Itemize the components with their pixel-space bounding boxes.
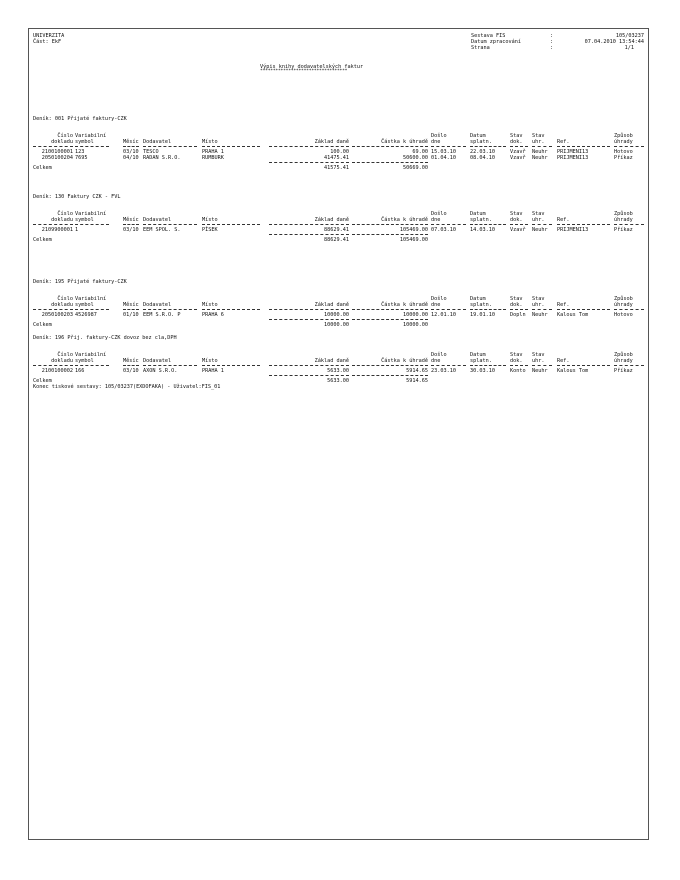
- row-cislo: 2050100204: [41, 155, 73, 161]
- col-header-splatn: Datum: [470, 211, 486, 217]
- col-header-stavdok-2: dok.: [510, 139, 523, 145]
- header-separator: [557, 224, 610, 225]
- colon-2: :: [550, 39, 554, 45]
- header-separator: [143, 365, 197, 366]
- col-header-cislo: Číslo: [57, 133, 73, 139]
- col-header-zaklad: Základ daně: [314, 302, 349, 308]
- col-header-mesic: Měsíc: [123, 302, 139, 308]
- header-separator: [352, 365, 428, 366]
- row-cislo: 2050100203: [41, 312, 73, 318]
- row-dod: EEM SPOL. S.: [143, 227, 181, 233]
- header-separator: [269, 309, 349, 310]
- col-header-stavuhr-2: uhr.: [532, 358, 545, 364]
- col-header-splatn-2: splatn.: [470, 302, 492, 308]
- row-doslo: 01.04.10: [431, 155, 456, 161]
- row-cislo: 2109900001: [41, 227, 73, 233]
- col-header-misto: Místo: [202, 302, 218, 308]
- row-zaklad: 88629.41: [324, 227, 349, 233]
- row-vs: 4526987: [75, 312, 97, 318]
- row-zpusob: Příkaz: [614, 227, 633, 233]
- col-header-zpusob: Způsob: [614, 133, 633, 139]
- col-header-splatn-2: splatn.: [470, 139, 492, 145]
- col-header-varsym: Variabilní: [75, 211, 107, 217]
- header-separator: [431, 365, 466, 366]
- col-header-stavuhr-2: uhr.: [532, 217, 545, 223]
- sum-separator: [352, 319, 428, 320]
- header-separator: [33, 224, 73, 225]
- title-underline: **********************************: [260, 69, 348, 74]
- row-castka: 50600.00: [403, 155, 428, 161]
- row-mesic: 03/10: [123, 368, 139, 374]
- header-separator: [143, 309, 197, 310]
- col-header-doslo-2: dne: [431, 139, 441, 145]
- header-separator: [123, 365, 139, 366]
- header-separator: [143, 224, 197, 225]
- row-dod: TESCO: [143, 149, 159, 155]
- header-separator: [143, 146, 197, 147]
- row-mesic: 03/10: [123, 149, 139, 155]
- header-separator: [269, 146, 349, 147]
- row-mesic: 01/10: [123, 312, 139, 318]
- col-header-zpusob: Způsob: [614, 296, 633, 302]
- col-header-castka: Částka k úhradě: [381, 139, 428, 145]
- col-header-cislo: Číslo: [57, 352, 73, 358]
- header-separator: [614, 224, 644, 225]
- row-splatn: 08.04.10: [470, 155, 495, 161]
- total-label: Celkem: [33, 322, 52, 328]
- col-header-mesic: Měsíc: [123, 139, 139, 145]
- col-header-cislo: Číslo: [57, 296, 73, 302]
- col-header-ref: Ref.: [557, 302, 570, 308]
- col-header-varsym-2: symbol: [75, 302, 94, 308]
- col-header-zpusob-2: úhrady: [614, 217, 633, 223]
- header-separator: [510, 365, 528, 366]
- header-separator: [33, 146, 73, 147]
- sum-separator: [269, 375, 349, 376]
- col-header-varsym: Variabilní: [75, 352, 107, 358]
- header-separator: [75, 224, 109, 225]
- col-header-mesic: Měsíc: [123, 217, 139, 223]
- col-header-varsym-2: symbol: [75, 217, 94, 223]
- total-zaklad: 10000.00: [324, 322, 349, 328]
- col-header-varsym: Variabilní: [75, 133, 107, 139]
- total-zaklad: 88629.41: [324, 237, 349, 243]
- col-header-stavdok-2: dok.: [510, 217, 523, 223]
- row-stavuhr: Neuhr: [532, 368, 548, 374]
- row-splatn: 22.03.10: [470, 149, 495, 155]
- header-separator: [532, 146, 552, 147]
- col-header-zpusob: Způsob: [614, 211, 633, 217]
- row-misto: PRAHA 1: [202, 149, 224, 155]
- col-header-dodavatel: Dodavatel: [143, 217, 172, 223]
- header-separator: [202, 309, 260, 310]
- header-separator: [470, 365, 506, 366]
- header-separator: [470, 224, 506, 225]
- row-castka: 69.00: [412, 149, 428, 155]
- header-separator: [33, 309, 73, 310]
- row-stavuhr: Neuhr: [532, 149, 548, 155]
- header-separator: [75, 365, 109, 366]
- total-castka: 50669.00: [403, 165, 428, 171]
- total-label: Celkem: [33, 237, 52, 243]
- row-stavdok: Vzavř: [510, 155, 526, 161]
- col-header-stavdok: Stav: [510, 296, 523, 302]
- colon-3: :: [550, 45, 554, 51]
- journal-title: Deník: 001 Přijaté faktury-CZK: [33, 116, 127, 122]
- row-misto: PRAHA 6: [202, 312, 224, 318]
- col-header-splatn: Datum: [470, 133, 486, 139]
- col-header-stavdok: Stav: [510, 133, 523, 139]
- header-separator: [269, 224, 349, 225]
- row-dod: RADAN S.R.O.: [143, 155, 181, 161]
- row-doslo: 12.01.10: [431, 312, 456, 318]
- row-dod: AXON S.R.O.: [143, 368, 178, 374]
- row-misto: PÍSEK: [202, 227, 218, 233]
- row-cislo: 2100100001: [41, 149, 73, 155]
- col-header-stavdok-2: dok.: [510, 302, 523, 308]
- row-zpusob: Příkaz: [614, 155, 633, 161]
- col-header-doslo-2: dne: [431, 358, 441, 364]
- col-header-stavuhr: Stav: [532, 352, 545, 358]
- header-separator: [557, 146, 610, 147]
- col-header-ref: Ref.: [557, 358, 570, 364]
- row-zpusob: Příkaz: [614, 368, 633, 374]
- sum-separator: [352, 375, 428, 376]
- col-header-doslo-2: dne: [431, 302, 441, 308]
- col-header-zaklad: Základ daně: [314, 358, 349, 364]
- header-separator: [510, 146, 528, 147]
- row-ref: PRIJMENI13: [557, 227, 589, 233]
- row-zpusob: Hotovo: [614, 149, 633, 155]
- row-castka: 105469.00: [399, 227, 428, 233]
- row-zaklad: 100.00: [330, 149, 349, 155]
- row-doslo: 07.03.10: [431, 227, 456, 233]
- total-castka: 5914.65: [406, 378, 428, 384]
- row-stavuhr: Neuhr: [532, 312, 548, 318]
- header-separator: [269, 365, 349, 366]
- col-header-castka: Částka k úhradě: [381, 302, 428, 308]
- row-castka: 5914.65: [406, 368, 428, 374]
- col-header-varsym: Variabilní: [75, 296, 107, 302]
- header-separator: [470, 309, 506, 310]
- col-header-varsym-2: symbol: [75, 358, 94, 364]
- header-separator: [557, 309, 610, 310]
- row-doslo: 23.03.10: [431, 368, 456, 374]
- header-separator: [557, 365, 610, 366]
- header-separator: [532, 309, 552, 310]
- col-header-cislo-2: dokladu: [51, 139, 73, 145]
- col-header-doslo: Došlo: [431, 352, 447, 358]
- row-cislo: 2100100002: [41, 368, 73, 374]
- total-zaklad: 5633.00: [327, 378, 349, 384]
- col-header-doslo: Došlo: [431, 133, 447, 139]
- sum-separator: [269, 234, 349, 235]
- row-misto: PRAHA 1: [202, 368, 224, 374]
- row-ref: Kalous Tom: [557, 368, 589, 374]
- col-header-stavdok: Stav: [510, 211, 523, 217]
- col-header-splatn-2: splatn.: [470, 358, 492, 364]
- colon-1: :: [550, 33, 554, 39]
- row-vs: 7695: [75, 155, 88, 161]
- row-stavdok: Vzavř: [510, 227, 526, 233]
- row-mesic: 03/10: [123, 227, 139, 233]
- col-header-doslo: Došlo: [431, 296, 447, 302]
- col-header-varsym-2: symbol: [75, 139, 94, 145]
- report-datetime: 07.04.2010 13:54:44: [584, 39, 644, 45]
- header-separator: [75, 309, 109, 310]
- row-misto: RUMBURK: [202, 155, 224, 161]
- header-separator: [123, 146, 139, 147]
- header-separator: [431, 224, 466, 225]
- col-header-cislo-2: dokladu: [51, 302, 73, 308]
- label-date: Datum zpracování: [471, 39, 521, 45]
- total-castka: 105469.00: [399, 237, 428, 243]
- header-separator: [614, 146, 644, 147]
- sum-separator: [352, 162, 428, 163]
- row-zaklad: 5633.00: [327, 368, 349, 374]
- report-page: [28, 28, 649, 840]
- row-zpusob: Hotovo: [614, 312, 633, 318]
- row-stavdok: Vzavř: [510, 149, 526, 155]
- col-header-misto: Místo: [202, 217, 218, 223]
- col-header-dodavatel: Dodavatel: [143, 358, 172, 364]
- col-header-dodavatel: Dodavatel: [143, 139, 172, 145]
- row-zaklad: 10000.00: [324, 312, 349, 318]
- header-separator: [510, 309, 528, 310]
- header-separator: [431, 309, 466, 310]
- total-zaklad: 41575.41: [324, 165, 349, 171]
- row-zaklad: 41475.41: [324, 155, 349, 161]
- row-vs: 1: [75, 227, 79, 233]
- row-splatn: 19.01.10: [470, 312, 495, 318]
- col-header-cislo-2: dokladu: [51, 217, 73, 223]
- org-part: Část: EkF: [33, 39, 62, 45]
- header-separator: [202, 365, 260, 366]
- col-header-stavdok-2: dok.: [510, 358, 523, 364]
- col-header-zaklad: Základ daně: [314, 139, 349, 145]
- journal-title: Deník: 195 Přijaté faktury-CZK: [33, 279, 127, 285]
- header-separator: [352, 309, 428, 310]
- total-label: Celkem: [33, 165, 52, 171]
- header-separator: [123, 224, 139, 225]
- header-separator: [470, 146, 506, 147]
- col-header-stavuhr: Stav: [532, 133, 545, 139]
- header-separator: [532, 365, 552, 366]
- col-header-stavuhr: Stav: [532, 211, 545, 217]
- col-header-stavdok: Stav: [510, 352, 523, 358]
- report-title: Výpis knihy dodavatelských faktur: [260, 64, 364, 70]
- header-separator: [33, 365, 73, 366]
- report-number: 105/03237: [615, 33, 644, 39]
- col-header-misto: Místo: [202, 139, 218, 145]
- header-separator: [123, 309, 139, 310]
- row-doslo: 15.03.10: [431, 149, 456, 155]
- col-header-ref: Ref.: [557, 139, 570, 145]
- row-splatn: 30.03.10: [470, 368, 495, 374]
- header-separator: [202, 146, 260, 147]
- page-number: 1/1: [624, 45, 634, 51]
- report-footer: Konec tiskové sestavy: 105/03237(EXDOFAKA) - Uživatel:FIS_01: [33, 384, 221, 390]
- label-report: Sestava FIS: [471, 33, 506, 39]
- header-separator: [352, 146, 428, 147]
- org-name: UNIVERZITA: [33, 33, 65, 39]
- col-header-stavuhr-2: uhr.: [532, 302, 545, 308]
- sum-separator: [269, 319, 349, 320]
- journal-title: Deník: 196 Přij. faktury-CZK dovoz bez cla,DPH: [33, 335, 177, 341]
- total-castka: 10000.00: [403, 322, 428, 328]
- col-header-dodavatel: Dodavatel: [143, 302, 172, 308]
- row-vs: 166: [75, 368, 85, 374]
- col-header-mesic: Měsíc: [123, 358, 139, 364]
- row-castka: 10000.00: [403, 312, 428, 318]
- col-header-castka: Částka k úhradě: [381, 358, 428, 364]
- col-header-splatn-2: splatn.: [470, 217, 492, 223]
- col-header-cislo: Číslo: [57, 211, 73, 217]
- header-separator: [75, 146, 109, 147]
- col-header-zpusob-2: úhrady: [614, 358, 633, 364]
- row-stavuhr: Neuhr: [532, 227, 548, 233]
- col-header-zpusob-2: úhrady: [614, 302, 633, 308]
- col-header-stavuhr: Stav: [532, 296, 545, 302]
- sum-separator: [269, 162, 349, 163]
- col-header-doslo-2: dne: [431, 217, 441, 223]
- row-splatn: 14.03.10: [470, 227, 495, 233]
- col-header-doslo: Došlo: [431, 211, 447, 217]
- total-label: Celkem: [33, 378, 52, 384]
- header-separator: [614, 309, 644, 310]
- sum-separator: [352, 234, 428, 235]
- col-header-stavuhr-2: uhr.: [532, 139, 545, 145]
- header-separator: [431, 146, 466, 147]
- col-header-splatn: Datum: [470, 352, 486, 358]
- journal-title: Deník: 130 Faktury CZK - FVL: [33, 194, 121, 200]
- col-header-zpusob-2: úhrady: [614, 139, 633, 145]
- row-ref: Kalous Tom: [557, 312, 589, 318]
- header-separator: [614, 365, 644, 366]
- row-stavdok: Dopln: [510, 312, 526, 318]
- header-separator: [202, 224, 260, 225]
- row-stavdok: Konto: [510, 368, 526, 374]
- col-header-zpusob: Způsob: [614, 352, 633, 358]
- row-stavuhr: Neuhr: [532, 155, 548, 161]
- header-separator: [510, 224, 528, 225]
- col-header-cislo-2: dokladu: [51, 358, 73, 364]
- row-vs: 123: [75, 149, 85, 155]
- header-separator: [532, 224, 552, 225]
- col-header-ref: Ref.: [557, 217, 570, 223]
- col-header-zaklad: Základ daně: [314, 217, 349, 223]
- row-ref: PRIJMENI13: [557, 149, 589, 155]
- col-header-castka: Částka k úhradě: [381, 217, 428, 223]
- label-page: Strana: [471, 45, 490, 51]
- col-header-misto: Místo: [202, 358, 218, 364]
- col-header-splatn: Datum: [470, 296, 486, 302]
- row-dod: EEM S.R.O. P: [143, 312, 181, 318]
- header-separator: [352, 224, 428, 225]
- row-mesic: 04/10: [123, 155, 139, 161]
- row-ref: PRIJMENI13: [557, 155, 589, 161]
